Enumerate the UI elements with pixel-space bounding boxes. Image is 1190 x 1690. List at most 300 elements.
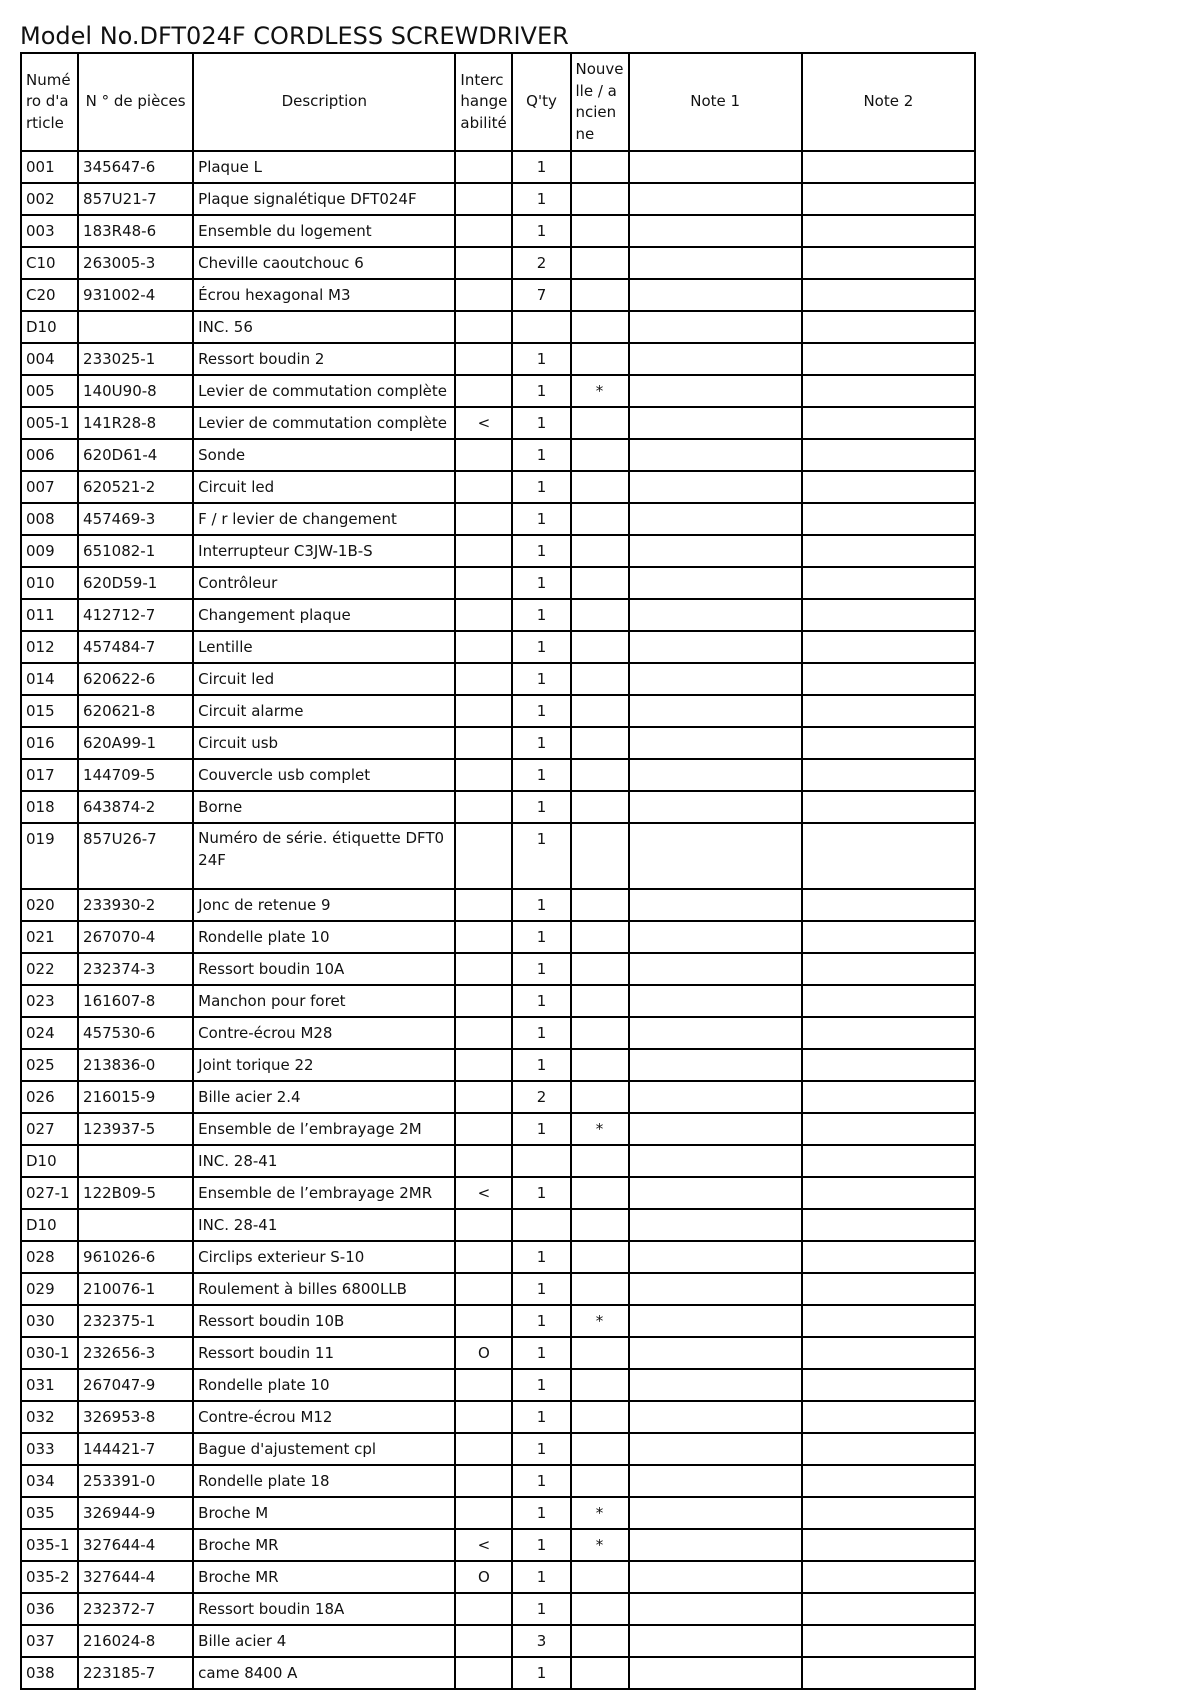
interchangeability-cell (455, 439, 512, 471)
quantity-cell: 1 (512, 151, 570, 183)
part-number-cell: 232656-3 (78, 1337, 193, 1369)
quantity-cell: 1 (512, 375, 570, 407)
new-old-cell (571, 663, 629, 695)
interchangeability-cell (455, 1401, 512, 1433)
table-row (21, 535, 975, 567)
table-row (21, 471, 975, 503)
interchangeability-cell (455, 1241, 512, 1273)
table-row (21, 215, 975, 247)
interchangeability-cell (455, 1209, 512, 1241)
item-number-cell: 018 (21, 791, 78, 823)
part-number-cell: 857U21-7 (78, 183, 193, 215)
quantity-cell: 1 (512, 535, 570, 567)
new-old-cell (571, 1561, 629, 1593)
note-2-cell (802, 215, 975, 247)
item-number-cell: 012 (21, 631, 78, 663)
part-number-cell: 123937-5 (78, 1113, 193, 1145)
part-number-cell: 857U26-7 (78, 823, 193, 889)
description-cell: Ressort boudin 10A (193, 953, 455, 985)
item-number-cell: 005-1 (21, 407, 78, 439)
item-number-cell: 021 (21, 921, 78, 953)
quantity-cell: 1 (512, 1369, 570, 1401)
table-row (21, 279, 975, 311)
part-number-cell: 232375-1 (78, 1305, 193, 1337)
table-row (21, 1337, 975, 1369)
note-1-cell (629, 279, 802, 311)
note-1-cell (629, 375, 802, 407)
item-number-cell: 033 (21, 1433, 78, 1465)
quantity-cell: 1 (512, 823, 570, 889)
description-cell: Plaque signalétique DFT024F (193, 183, 455, 215)
interchangeability-cell (455, 631, 512, 663)
item-number-cell: 003 (21, 215, 78, 247)
note-2-cell (802, 663, 975, 695)
note-1-cell (629, 1465, 802, 1497)
interchangeability-cell (455, 503, 512, 535)
part-number-cell (78, 1145, 193, 1177)
interchangeability-cell (455, 247, 512, 279)
new-old-cell (571, 279, 629, 311)
note-1-cell (629, 1433, 802, 1465)
note-1-cell (629, 1593, 802, 1625)
quantity-cell: 1 (512, 215, 570, 247)
table-row (21, 1049, 975, 1081)
item-number-cell: 011 (21, 599, 78, 631)
item-number-cell: D10 (21, 311, 78, 343)
interchangeability-cell (455, 1433, 512, 1465)
note-1-cell (629, 695, 802, 727)
quantity-cell: 1 (512, 953, 570, 985)
item-number-cell: 025 (21, 1049, 78, 1081)
description-cell: Contrôleur (193, 567, 455, 599)
part-number-cell: 210076-1 (78, 1273, 193, 1305)
description-cell: came 8400 A (193, 1657, 455, 1689)
note-2-cell (802, 1113, 975, 1145)
new-old-cell (571, 503, 629, 535)
item-number-cell: 007 (21, 471, 78, 503)
note-1-cell (629, 889, 802, 921)
item-number-cell: 006 (21, 439, 78, 471)
note-2-cell (802, 375, 975, 407)
note-2-cell (802, 1529, 975, 1561)
item-number-cell: 002 (21, 183, 78, 215)
note-2-cell (802, 439, 975, 471)
description-cell: Broche MR (193, 1529, 455, 1561)
note-2-cell (802, 535, 975, 567)
note-2-cell (802, 183, 975, 215)
table-row (21, 759, 975, 791)
note-1-cell (629, 311, 802, 343)
note-2-cell (802, 1401, 975, 1433)
table-row (21, 343, 975, 375)
quantity-cell: 1 (512, 343, 570, 375)
part-number-cell: 620A99-1 (78, 727, 193, 759)
page-title: Model No.DFT024F CORDLESS SCREWDRIVER (20, 22, 569, 50)
table-row (21, 631, 975, 663)
description-cell: Broche MR (193, 1561, 455, 1593)
part-number-cell: 122B09-5 (78, 1177, 193, 1209)
item-number-cell: 026 (21, 1081, 78, 1113)
note-1-cell (629, 1657, 802, 1689)
header-note-2: Note 2 (802, 53, 975, 151)
item-number-cell: 027-1 (21, 1177, 78, 1209)
part-number-cell: 223185-7 (78, 1657, 193, 1689)
part-number-cell: 620621-8 (78, 695, 193, 727)
note-2-cell (802, 407, 975, 439)
quantity-cell: 1 (512, 1497, 570, 1529)
new-old-cell (571, 1433, 629, 1465)
description-cell: Jonc de retenue 9 (193, 889, 455, 921)
note-1-cell (629, 567, 802, 599)
new-old-cell (571, 1049, 629, 1081)
new-old-cell (571, 985, 629, 1017)
note-2-cell (802, 1081, 975, 1113)
new-old-cell (571, 1369, 629, 1401)
quantity-cell: 1 (512, 439, 570, 471)
item-number-cell: 028 (21, 1241, 78, 1273)
description-cell: Interrupteur C3JW-1B-S (193, 535, 455, 567)
new-old-cell (571, 1401, 629, 1433)
description-cell: Ressort boudin 2 (193, 343, 455, 375)
part-number-cell: 141R28-8 (78, 407, 193, 439)
table-row (21, 921, 975, 953)
table-row (21, 791, 975, 823)
description-cell: Ressort boudin 10B (193, 1305, 455, 1337)
quantity-cell: 1 (512, 727, 570, 759)
new-old-cell (571, 183, 629, 215)
note-1-cell (629, 1113, 802, 1145)
item-number-cell: 017 (21, 759, 78, 791)
description-cell: Ensemble de l’embrayage 2M (193, 1113, 455, 1145)
description-cell: Manchon pour foret (193, 985, 455, 1017)
interchangeability-cell (455, 889, 512, 921)
note-2-cell (802, 1625, 975, 1657)
part-number-cell: 216015-9 (78, 1081, 193, 1113)
part-number-cell: 620D61-4 (78, 439, 193, 471)
quantity-cell: 1 (512, 1657, 570, 1689)
note-2-cell (802, 1049, 975, 1081)
new-old-cell (571, 247, 629, 279)
interchangeability-cell: O (455, 1561, 512, 1593)
table-row (21, 1593, 975, 1625)
part-number-cell: 253391-0 (78, 1465, 193, 1497)
item-number-cell: 034 (21, 1465, 78, 1497)
table-row (21, 375, 975, 407)
table-row (21, 1209, 975, 1241)
interchangeability-cell (455, 1593, 512, 1625)
note-1-cell (629, 1497, 802, 1529)
quantity-cell: 1 (512, 1273, 570, 1305)
new-old-cell (571, 1177, 629, 1209)
description-cell: Rondelle plate 10 (193, 1369, 455, 1401)
description-cell: Bague d'ajustement cpl (193, 1433, 455, 1465)
table-row (21, 823, 975, 889)
new-old-cell (571, 407, 629, 439)
part-number-cell: 327644-4 (78, 1561, 193, 1593)
quantity-cell: 1 (512, 1401, 570, 1433)
table-row (21, 1433, 975, 1465)
table-row (21, 1497, 975, 1529)
note-1-cell (629, 1177, 802, 1209)
new-old-cell (571, 953, 629, 985)
note-1-cell (629, 759, 802, 791)
item-number-cell: D10 (21, 1209, 78, 1241)
header-note-1: Note 1 (629, 53, 802, 151)
note-1-cell (629, 535, 802, 567)
interchangeability-cell: < (455, 407, 512, 439)
table-row (21, 1305, 975, 1337)
note-2-cell (802, 759, 975, 791)
interchangeability-cell (455, 1497, 512, 1529)
note-1-cell (629, 151, 802, 183)
new-old-cell (571, 439, 629, 471)
note-1-cell (629, 985, 802, 1017)
quantity-cell: 1 (512, 503, 570, 535)
note-2-cell (802, 1145, 975, 1177)
description-cell: INC. 28-41 (193, 1209, 455, 1241)
description-cell: Joint torique 22 (193, 1049, 455, 1081)
description-cell: INC. 56 (193, 311, 455, 343)
note-1-cell (629, 503, 802, 535)
new-old-cell (571, 1241, 629, 1273)
note-2-cell (802, 727, 975, 759)
table-row (21, 1113, 975, 1145)
table-row (21, 311, 975, 343)
table-row (21, 1369, 975, 1401)
interchangeability-cell (455, 823, 512, 889)
quantity-cell: 1 (512, 695, 570, 727)
item-number-cell: 032 (21, 1401, 78, 1433)
part-number-cell: 457469-3 (78, 503, 193, 535)
new-old-cell (571, 599, 629, 631)
part-number-cell: 412712-7 (78, 599, 193, 631)
part-number-cell (78, 1209, 193, 1241)
new-old-cell (571, 921, 629, 953)
note-2-cell (802, 921, 975, 953)
quantity-cell: 1 (512, 1561, 570, 1593)
note-2-cell (802, 823, 975, 889)
item-number-cell: 035-1 (21, 1529, 78, 1561)
description-cell: Ressort boudin 11 (193, 1337, 455, 1369)
note-2-cell (802, 567, 975, 599)
table-row (21, 1465, 975, 1497)
description-cell: INC. 28-41 (193, 1145, 455, 1177)
new-old-cell (571, 535, 629, 567)
description-cell: Ensemble du logement (193, 215, 455, 247)
item-number-cell: 020 (21, 889, 78, 921)
quantity-cell: 1 (512, 599, 570, 631)
quantity-cell: 1 (512, 1113, 570, 1145)
note-2-cell (802, 1497, 975, 1529)
note-2-cell (802, 471, 975, 503)
part-number-cell: 326944-9 (78, 1497, 193, 1529)
interchangeability-cell (455, 1369, 512, 1401)
item-number-cell: 038 (21, 1657, 78, 1689)
parts-table (20, 52, 976, 1690)
quantity-cell: 1 (512, 1049, 570, 1081)
new-old-cell: * (571, 375, 629, 407)
note-1-cell (629, 631, 802, 663)
description-cell: F / r levier de changement (193, 503, 455, 535)
part-number-cell: 457530-6 (78, 1017, 193, 1049)
note-1-cell (629, 791, 802, 823)
header-new-old: Nouvelle / ancienne (571, 53, 629, 151)
quantity-cell: 1 (512, 759, 570, 791)
interchangeability-cell (455, 535, 512, 567)
quantity-cell: 1 (512, 985, 570, 1017)
table-row (21, 953, 975, 985)
item-number-cell: 001 (21, 151, 78, 183)
interchangeability-cell (455, 471, 512, 503)
new-old-cell (571, 215, 629, 247)
description-cell: Circuit usb (193, 727, 455, 759)
table-row (21, 151, 975, 183)
item-number-cell: 004 (21, 343, 78, 375)
item-number-cell: D10 (21, 1145, 78, 1177)
header-quantity: Q'ty (512, 53, 570, 151)
part-number-cell: 233025-1 (78, 343, 193, 375)
table-row (21, 439, 975, 471)
part-number-cell: 651082-1 (78, 535, 193, 567)
item-number-cell: 031 (21, 1369, 78, 1401)
description-cell: Broche M (193, 1497, 455, 1529)
note-1-cell (629, 1337, 802, 1369)
description-cell: Roulement à billes 6800LLB (193, 1273, 455, 1305)
new-old-cell (571, 1209, 629, 1241)
interchangeability-cell (455, 1465, 512, 1497)
note-1-cell (629, 1529, 802, 1561)
note-1-cell (629, 663, 802, 695)
note-1-cell (629, 1273, 802, 1305)
table-row (21, 1081, 975, 1113)
part-number-cell: 620622-6 (78, 663, 193, 695)
interchangeability-cell (455, 759, 512, 791)
note-2-cell (802, 1273, 975, 1305)
description-cell: Rondelle plate 10 (193, 921, 455, 953)
table-row (21, 183, 975, 215)
interchangeability-cell (455, 663, 512, 695)
interchangeability-cell (455, 1273, 512, 1305)
interchangeability-cell (455, 1081, 512, 1113)
new-old-cell (571, 791, 629, 823)
new-old-cell (571, 727, 629, 759)
note-1-cell (629, 727, 802, 759)
note-1-cell (629, 1401, 802, 1433)
interchangeability-cell (455, 921, 512, 953)
table-row (21, 1561, 975, 1593)
note-2-cell (802, 1241, 975, 1273)
interchangeability-cell (455, 695, 512, 727)
quantity-cell: 2 (512, 1081, 570, 1113)
description-cell: Ressort boudin 18A (193, 1593, 455, 1625)
note-2-cell (802, 889, 975, 921)
note-1-cell (629, 215, 802, 247)
new-old-cell (571, 1017, 629, 1049)
note-1-cell (629, 1145, 802, 1177)
note-1-cell (629, 1561, 802, 1593)
part-number-cell: 232372-7 (78, 1593, 193, 1625)
note-1-cell (629, 1241, 802, 1273)
note-2-cell (802, 631, 975, 663)
table-row (21, 1529, 975, 1561)
interchangeability-cell (455, 151, 512, 183)
header-part-number: N ° de pièces (78, 53, 193, 151)
part-number-cell: 213836-0 (78, 1049, 193, 1081)
note-1-cell (629, 921, 802, 953)
part-number-cell: 643874-2 (78, 791, 193, 823)
table-row (21, 1657, 975, 1689)
item-number-cell: 035-2 (21, 1561, 78, 1593)
description-cell: Circuit led (193, 663, 455, 695)
table-row (21, 985, 975, 1017)
note-2-cell (802, 151, 975, 183)
note-1-cell (629, 1017, 802, 1049)
part-number-cell: 140U90-8 (78, 375, 193, 407)
note-1-cell (629, 1209, 802, 1241)
note-2-cell (802, 279, 975, 311)
new-old-cell (571, 695, 629, 727)
item-number-cell: 005 (21, 375, 78, 407)
description-cell: Levier de commutation complète (193, 407, 455, 439)
new-old-cell: * (571, 1305, 629, 1337)
quantity-cell: 1 (512, 1305, 570, 1337)
note-2-cell (802, 1177, 975, 1209)
description-cell: Cheville caoutchouc 6 (193, 247, 455, 279)
description-cell: Changement plaque (193, 599, 455, 631)
item-number-cell: 037 (21, 1625, 78, 1657)
table-header (21, 53, 975, 151)
item-number-cell: 036 (21, 1593, 78, 1625)
description-cell: Lentille (193, 631, 455, 663)
part-number-cell: 267047-9 (78, 1369, 193, 1401)
note-1-cell (629, 953, 802, 985)
item-number-cell: 010 (21, 567, 78, 599)
note-2-cell (802, 1337, 975, 1369)
description-cell: Circuit alarme (193, 695, 455, 727)
description-cell: Écrou hexagonal M3 (193, 279, 455, 311)
quantity-cell: 1 (512, 1017, 570, 1049)
note-2-cell (802, 247, 975, 279)
note-2-cell (802, 599, 975, 631)
quantity-cell: 1 (512, 1433, 570, 1465)
note-2-cell (802, 1657, 975, 1689)
description-cell: Borne (193, 791, 455, 823)
quantity-cell: 3 (512, 1625, 570, 1657)
quantity-cell: 2 (512, 247, 570, 279)
quantity-cell (512, 311, 570, 343)
item-number-cell: C10 (21, 247, 78, 279)
quantity-cell: 1 (512, 471, 570, 503)
note-2-cell (802, 1369, 975, 1401)
new-old-cell (571, 1465, 629, 1497)
item-number-cell: 019 (21, 823, 78, 889)
interchangeability-cell (455, 1113, 512, 1145)
item-number-cell: 024 (21, 1017, 78, 1049)
description-cell: Sonde (193, 439, 455, 471)
interchangeability-cell (455, 599, 512, 631)
interchangeability-cell: < (455, 1529, 512, 1561)
quantity-cell: 1 (512, 1241, 570, 1273)
new-old-cell (571, 471, 629, 503)
item-number-cell: 009 (21, 535, 78, 567)
note-1-cell (629, 599, 802, 631)
part-number-cell: 183R48-6 (78, 215, 193, 247)
new-old-cell (571, 889, 629, 921)
table-row (21, 1145, 975, 1177)
quantity-cell: 1 (512, 1337, 570, 1369)
table-row (21, 889, 975, 921)
note-2-cell (802, 1465, 975, 1497)
